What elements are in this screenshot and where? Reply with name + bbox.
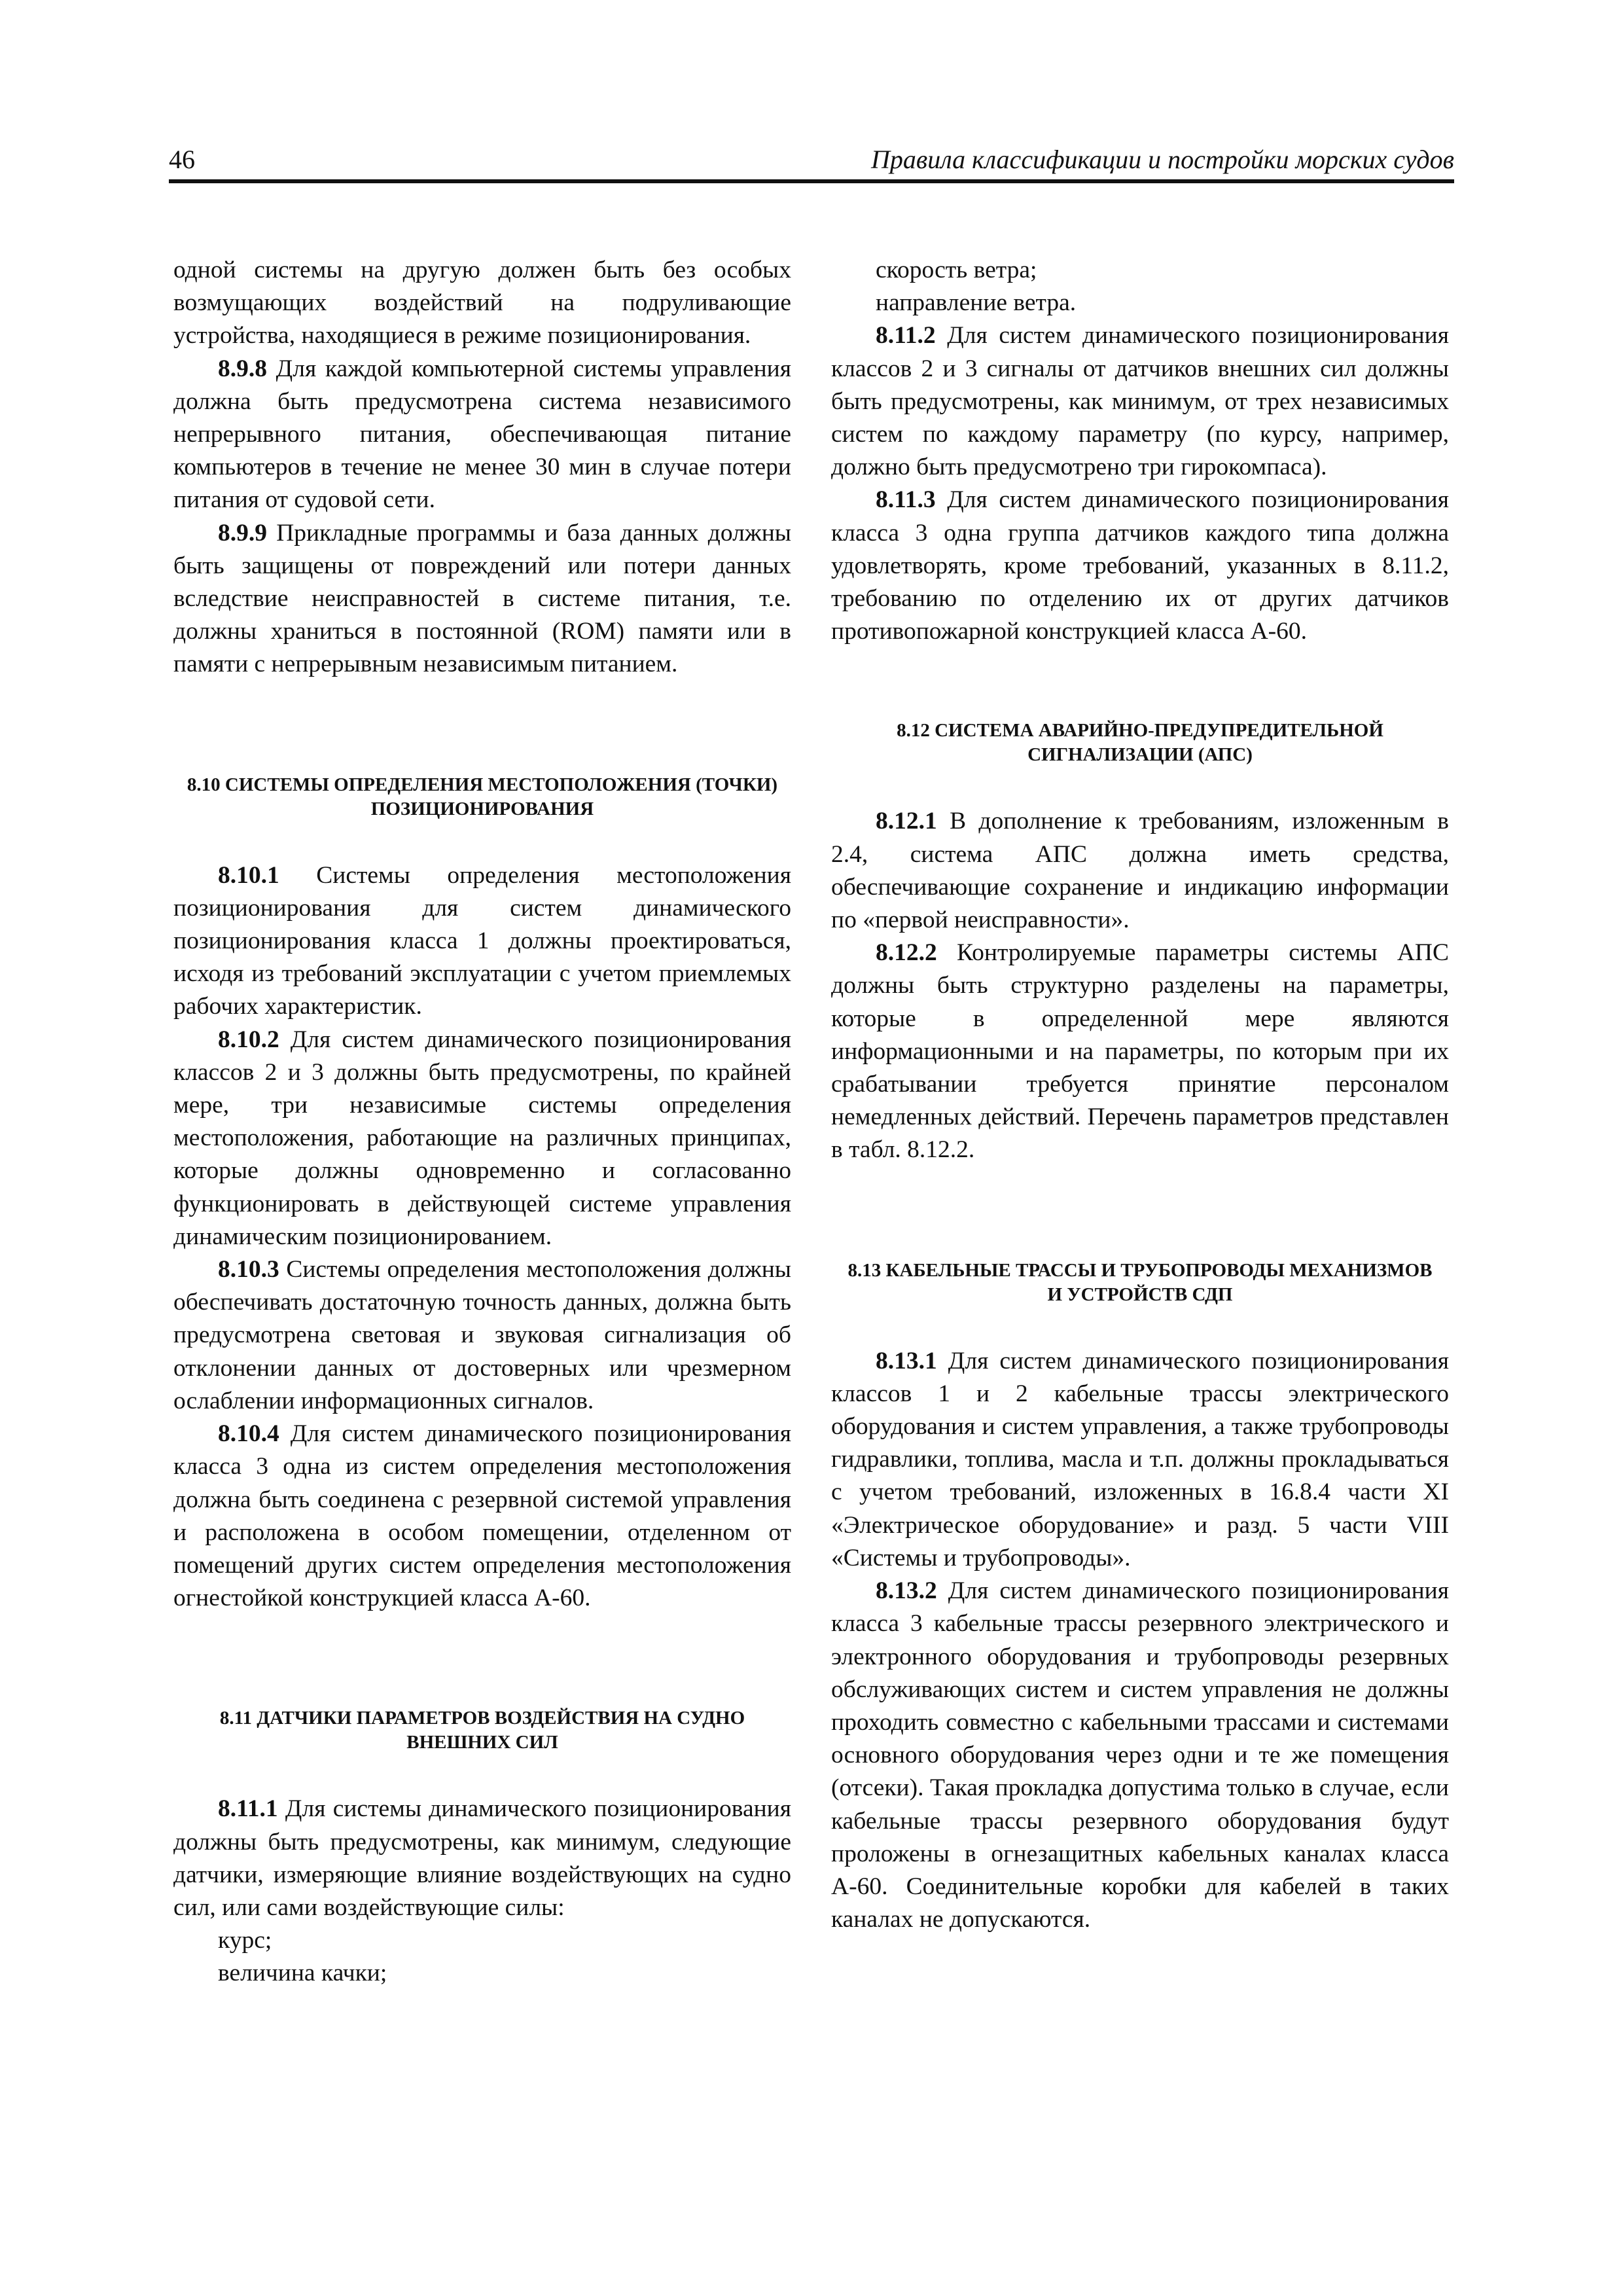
- clause-number: 8.9.9: [218, 519, 267, 547]
- paragraph-8-13-1: [831, 1345, 1449, 1575]
- page-header: [169, 145, 1454, 183]
- clause-text: Для систем динамического позиционирования классов 1 и 2 кабельные трассы электрического оборудования и систем управления, а также трубопроводы гидравлики, топлива, масла и т.п. должны прокладываться с учетом требований, изложенных в 16.8.4 части XI «Электрическое оборудование» и разд. 5 части VIII «Системы и трубопроводы».: [831, 1347, 1449, 1571]
- clause-text: Для системы динамического позиционирования должны быть предусмотрены, как минимум, следующие датчики, измеряющие влияние воздействующих на судно сил, или сами воздействующие силы:: [173, 1795, 791, 1921]
- spacer: [831, 767, 1449, 805]
- clause-text: Для систем динамического позиционирования класса 3 одна группа датчиков каждого типа должна удовлетворять, кроме требований, указанных в 8.11.2, требованию по отделению их от других датчиков противопожарной конструкцией класса А-60.: [831, 486, 1449, 645]
- clause-number: 8.9.8: [218, 355, 267, 382]
- paragraph-8-10-1: [173, 859, 791, 1024]
- clause-number: 8.11.3: [876, 486, 936, 514]
- spacer: [831, 648, 1449, 719]
- clause-number: 8.10.2: [218, 1026, 279, 1053]
- section-heading-8-11: 8.11 ДАТЧИКИ ПАРАМЕТРОВ ВОЗДЕЙСТВИЯ НА СУДНО ВНЕШНИХ СИЛ: [219, 1708, 745, 1753]
- paragraph-8-9-8: [173, 353, 791, 517]
- left-column: [173, 254, 791, 1990]
- section-heading-8-10: 8.10 СИСТЕМЫ ОПРЕДЕЛЕНИЯ МЕСТОПОЛОЖЕНИЯ (ТОЧКИ) ПОЗИЦИОНИРОВАНИЯ: [187, 774, 778, 819]
- paragraph-8-12-1: [831, 805, 1449, 937]
- paragraph-8-10-4: [173, 1418, 791, 1615]
- spacer: [831, 1307, 1449, 1345]
- clause-text: Для систем динамического позиционирования класса 3 одна из систем определения местоположения должна быть соединена с резервной системой управления и расположена в особом помещении, отделенном от помещений других систем определения местоположения огнестойкой конструкцией класса А-60.: [173, 1420, 791, 1612]
- clause-number: 8.11.2: [876, 322, 936, 350]
- list-item: направление ветра.: [876, 289, 1077, 317]
- clause-text: Контролируемые параметры системы АПС должны быть структурно разделены на параметры, которые в определенной мере являются информационными и на параметры, по которым при их срабатывании требуется принятие персоналом немедленных действий. Перечень параметров представлен в табл. 8.12.2.: [831, 939, 1449, 1164]
- paragraph-8-12-2: [831, 937, 1449, 1166]
- clause-number: 8.10.3: [218, 1256, 279, 1283]
- page-number: 46: [169, 145, 195, 174]
- spacer: [173, 681, 791, 773]
- spacer: [173, 821, 791, 859]
- clause-text: Для каждой компьютерной системы управления должна быть предусмотрена система независимого непрерывного питания, обеспечивающая питание компьютеров в течение не менее 30 мин в случае потери питания от судовой сети.: [173, 355, 791, 514]
- clause-text: Для систем динамического позиционирования классов 2 и 3 должны быть предусмотрены, по крайней мере, три независимые системы определения местоположения, работающие на различных принципах, которые должны одновременно и согласованно функционировать в действующей системе управления динамическим позиционированием.: [173, 1026, 791, 1250]
- paragraph-8-10-3: [173, 1253, 791, 1418]
- paragraph-8-9-9: [173, 517, 791, 681]
- paragraph-8-11-2: [831, 319, 1449, 484]
- list-item: величина качки;: [218, 1960, 387, 1987]
- running-title: Правила классификации и постройки морских судов: [870, 145, 1454, 174]
- clause-text: Системы определения местоположения должны обеспечивать достаточную точность данных, должна быть предусмотрена световая и звуковая сигнализация об отклонении данных от достоверных или чрезмерном ослаблении информационных сигналов.: [173, 1256, 791, 1414]
- clause-number: 8.13.1: [876, 1347, 937, 1374]
- clause-number: 8.10.1: [218, 861, 279, 889]
- section-heading-8-12: 8.12 СИСТЕМА АВАРИЙНО-ПРЕДУПРЕДИТЕЛЬНОЙ СИГНАЛИЗАЦИИ (АПС): [897, 720, 1383, 766]
- spacer: [173, 1755, 791, 1793]
- paragraph-8-11-1: [173, 1793, 791, 1924]
- clause-text: Для систем динамического позиционирования класса 3 кабельные трассы резервного электрического и электронного оборудования и трубопроводы резервных обслуживающих систем и систем управления не должны проходить совместно с кабельными трассами и системами основного оборудования через одни и те же помещения (отсеки). Такая прокладка допустима только в случае, если кабельные трассы резервного оборудования будут проложены в огнезащитных кабельных каналах класса А-60. Соединительные коробки для кабелей в таких каналах не допускаются.: [831, 1577, 1449, 1933]
- clause-text: Для систем динамического позиционирования классов 2 и 3 сигналы от датчиков внешних сил должны быть предусмотрены, как минимум, от трех независимых систем по каждому параметру (по курсу, например, должно быть предусмотрено три гирокомпаса).: [831, 322, 1449, 481]
- right-column: [831, 254, 1449, 1936]
- spacer: [831, 1167, 1449, 1259]
- clause-number: 8.12.1: [876, 808, 937, 835]
- clause-number: 8.10.4: [218, 1420, 279, 1448]
- section-heading-8-13: 8.13 КАБЕЛЬНЫЕ ТРАССЫ И ТРУБОПРОВОДЫ МЕХАНИЗМОВ И УСТРОЙСТВ СДП: [847, 1259, 1433, 1305]
- clause-number: 8.12.2: [876, 939, 937, 967]
- clause-number: 8.13.2: [876, 1577, 937, 1605]
- paragraph-continuation: одной системы на другую должен быть без особых возмущающих воздействий на подруливающие устройства, находящиеся в режиме позиционирования.: [173, 257, 791, 350]
- paragraph-8-10-2: [173, 1024, 791, 1253]
- spacer: [173, 1615, 791, 1706]
- paragraph-8-11-3: [831, 484, 1449, 648]
- paragraph-8-13-2: [831, 1575, 1449, 1936]
- list-item: скорость ветра;: [876, 257, 1037, 283]
- clause-text: Системы определения местоположения позиционирования для систем динамического позиционирования класса 1 должны проектироваться, исходя из требований эксплуатации с учетом приемлемых рабочих характеристик.: [173, 861, 791, 1020]
- clause-number: 8.11.1: [218, 1795, 278, 1823]
- clause-text: Прикладные программы и база данных должны быть защищены от повреждений или потери данных вследствие неисправностей в системе питания, т.е. должны храниться в постоянной (ROM) памяти или в памяти с непрерывным независимым питанием.: [173, 519, 791, 678]
- list-item: курс;: [218, 1927, 272, 1954]
- clause-text: В дополнение к требованиям, изложенным в 2.4, система АПС должна иметь средства, обеспечивающие сохранение и индикацию информации по «первой неисправности».: [831, 808, 1449, 934]
